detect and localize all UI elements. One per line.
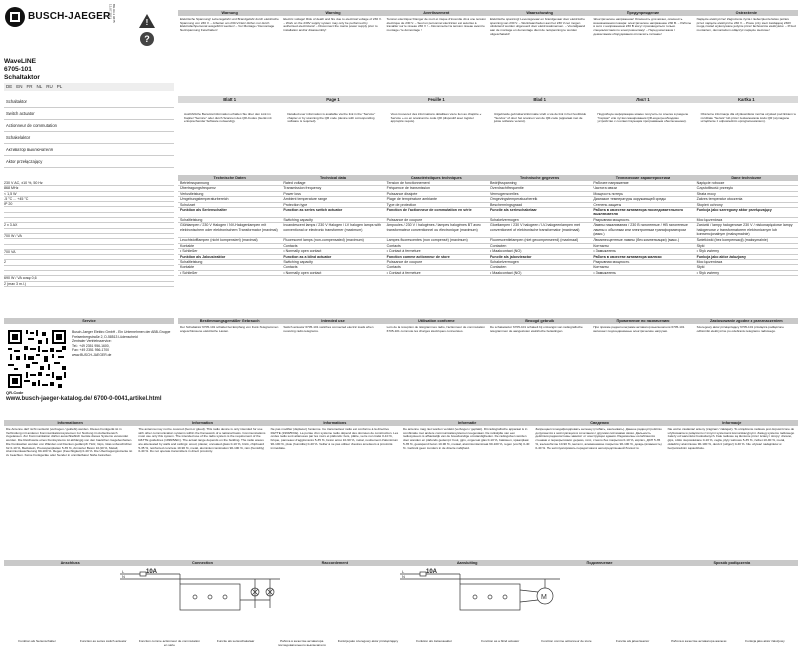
info-text-nl: De antenne mag niet worden verdekt (verbogen / geplakt). Dit radiografische apparaat is in combinatie met andere communicatiesystemen toegestaan. De reikwijdte van een radiosysteem is afhankelijk van de bouwkundige omstandigheden. De radiogolven worden door wanden en plafonds gedempt: hout, gips, ongecoat glas 0-10 %, baksteen, spaanplaat 5-35 %, gewapend beton 10-90 %, metaal, aluminiumlaminaat 90-100 %, regen (vocht) 0-40 %. Gebruik geen zenders in de directe nabijheid. [402, 428, 530, 450]
qr-code-icon [6, 328, 68, 390]
spec-value: 700 VA [4, 250, 174, 255]
svg-text:N: N [402, 574, 405, 579]
spec-value: IP 20 [4, 202, 174, 207]
info-header-en: Information [136, 420, 268, 426]
tech-cell: Работа в качестве активатора жалюзи [593, 254, 662, 259]
tech-cell: Tension de fonctionnement [386, 181, 430, 185]
tech-cell: Fonction comme actionneur de store [386, 254, 450, 259]
tech-cell: Контакты [593, 243, 609, 248]
warning-header-ru: Предупреждение [591, 10, 694, 16]
connection-section [4, 560, 798, 566]
conn-label-7: Function as a blind actuator [481, 640, 520, 643]
intended-header-pl: Zastosowanie zgodne z przeznaczeniem [695, 318, 798, 324]
tech-cell: Schutzart [180, 202, 196, 207]
spec-value: 2 (max 3 m.l.) [4, 282, 174, 287]
technical-data-section [178, 175, 798, 276]
sheet-header-de: Blatt 1 [178, 96, 281, 103]
warning-text-de: Elektrische Spannung! Lebensgefahr und Brandgefahr durch elektrische Spannung von 230 V. – Arbeiten am 230-V-Netz dürfen nur durch Elektrofachpersonal ausgeführt werden! – Vor Montage / Demontage Netzspannung freischalten! [180, 18, 279, 33]
tech-cell: • Maakcontact (NO) [489, 249, 522, 254]
sheet-text-de: Ausführliche Benutzerinformation erhalten Sie über den Link im Kapitel "Service" oder durch Scannen des QR-Codes (Gerät mit entsprechender Software notwendig). [184, 113, 272, 124]
info-header-de: Informationen [4, 420, 136, 426]
conn-label-1: Function as series switch actuator [79, 640, 127, 643]
product-names-list [4, 96, 174, 168]
conn-header-en: Connection [136, 560, 268, 566]
warning-text-en: Electric voltage! Risk of death and fire due to electrical voltage of 230 V. – Work on the 230V supply system may only be performed by authorised electricians! – Disconnect the mains power supply prior to installation and/or disassembly! [283, 18, 382, 33]
intended-text-fr: Lors de la réception de télégrammes radio, l'actionneur de commutation 6705-101 commute les charges électriques connectées. [386, 326, 485, 333]
tech-cell: Umgebungstemperaturbereich [180, 197, 229, 202]
warning-header-de: Warnung [178, 10, 281, 16]
product-name-fr: Actionneur de commutation [4, 120, 174, 132]
warning-header-pl: Ostrzeżenie [695, 10, 798, 16]
tech-cell: Functie als jaloezieactor [489, 254, 532, 259]
tech-cell: Контакты [593, 265, 609, 270]
warning-text-nl: Elektrische spanning! Levensgevaar en brandgevaar door elektrische spanning van 230 V. – Werkzaamheden aan het 230 V-net mogen uitsluitend worden uitgevoerd door elektrovakmensen. – Voorafgaand aan de montage en demontage dient de netspanning te worden uitgeschakeld! [489, 18, 586, 36]
tech-cell: • Contact à fermeture [386, 249, 421, 254]
info-text-ru: Запрещается модифицировать антенну (сгибать, заклеивать). Данное радиоустройство допускается к эксплуатации в сочетании с другими системами связи. Дальность действия радиосистемы зависит от конструкции здания. Радиоволны ослабляются стенами и перекрытиями: дерево, гипс, стекло без покрытия 0-10 %, кирпич, ДСП 5-35 %, железобетон 10-90 %, металл, алюминиевое покрытие 90-100 %, дождь (влажность) 0-40 %. Не эксплуатировать передатчики в непосредственной близости. [535, 428, 662, 450]
spec-value: -5 °C ... +45 °C [4, 197, 174, 202]
tech-cell: Plage de température ambiante [386, 197, 438, 202]
product-name-en: Switch actuator [4, 108, 174, 120]
lang-ru: RU [46, 84, 53, 89]
tech-cell: Switching capacity [283, 259, 313, 264]
tech-cell: Funkcja jako szeregowy aktor przełączający [696, 207, 772, 212]
sheet-header-fr: Feuille 1 [385, 96, 488, 103]
service-address: Busch-Jaeger Elektro GmbH - Ein Unternehmen der ABB-Gruppe Freisenbergstraße 2, D-58513 Lüdenscheid Zentraler Vertriebsservice: Tel.: +49 2351 956-1600, Fax: +49 2351 956-1700 www.BUSCH-JAEGER.de [72, 330, 174, 358]
product-name-nl: Schakelaktor [4, 132, 174, 144]
info-text-de: Die Antenne darf nicht verdeckt (verbogen / geklebt) werden. Dieses Funkgerät ist in Verbindung mit anderen Kommunikationssystemen zur Nutzung im Außenbereich zugelassen. Zur Kommunikation dürfen ausschließlich Geräte dieses Systems verwendet werden. Die Reichweite eines Funksystems ist abhängig von den baulichen Gegebenheiten. Die Funkwellen werden von Wänden und Decken gedämpft: Holz, Gips, Glas unbeschichtet für 0-10 %, Backstein, Pressspanplatten 5-35 %, Armierter Beton 10-90 %, Metall, Aluminiumkaschierung 90-100 %. Regen (Feuchtigkeit) 0-40 %. Die Übertragungsstrecke ist zu beachten. Keine Funkgeräte oder Sender in unmittelbarer Nähe betreiben. [6, 428, 133, 457]
tech-cell: • Schließer [180, 270, 198, 275]
info-header-nl: Informatie [401, 420, 533, 426]
wiring-diagram-blind-icon [400, 570, 570, 612]
tech-header-nl: Technische gegevens [488, 175, 591, 181]
spec-value: 700 W / VA [4, 234, 174, 239]
conn-label-10: Работа в качестве активатора жалюзи [671, 640, 727, 643]
conn-header-fr: Raccordement [269, 560, 401, 566]
intended-text-pl: Szeregowy aktor przełączający 6705-101 przełącza podłączone odbiorniki elektryczne po odebraniu telegramu radiowego. [696, 326, 785, 333]
tech-row [178, 223, 798, 238]
conn-label-3: Functie als serieschakelaar [216, 640, 255, 643]
warning-header-nl: Waarschuwing [488, 10, 591, 16]
intended-header-de: Bestimmungsgemäßer Gebrauch [178, 318, 281, 324]
spec-value: 230 V AC, ±10 %, 50 Hz [4, 181, 174, 186]
tech-cell: Vermogensverlies [489, 191, 519, 196]
tech-row [178, 208, 798, 218]
lang-nl: NL [36, 84, 43, 89]
qr-code [6, 328, 68, 390]
tech-cell: Люминесцентные лампы (без компенсации) (макс.) [593, 238, 680, 243]
tech-cell: Funkcja jako aktor żaluzjowy [696, 254, 746, 259]
conn-header-pl: Sposób podłączenia [666, 560, 798, 566]
tech-cell: • Замыкатель [593, 249, 616, 254]
intended-header-nl: Beoogd gebruik [488, 318, 591, 324]
tech-cell: • Normally open contact [283, 270, 322, 275]
tech-header-de: Technische Daten [178, 175, 281, 181]
warning-text-fr: Tension électrique! Danger de mort et risque d'incendie dû à une tension électrique de 230 V. – Seul un personnel électricien est autorisé à travailler sur le réseau 230 V ! – Déconnecter la tension réseau avant le montage / le démontage ! [386, 18, 486, 33]
spec-value: 868 MHz [4, 186, 174, 191]
svg-text:L: L [122, 570, 125, 574]
intended-header-ru: Применение по назначению [591, 318, 694, 324]
product-name: WaveLINE [4, 58, 36, 65]
conn-label-6: Funktion als Jalousieaktor [416, 640, 452, 643]
tech-cell: • Styk zwierny [696, 249, 720, 254]
tech-cell: Leuchtstofflampen (nicht kompensiert) (maximal) [180, 238, 258, 243]
service-website-link[interactable]: www.BUSCH-JAEGER.de [72, 352, 112, 357]
tech-cell: Betriebsspannung [180, 181, 209, 185]
tech-cell: Contacts [386, 243, 401, 248]
intended-text-en: Switch actuator 6705-101 switches connected electric loads when receiving radio telegrams. [283, 326, 374, 333]
spec-value: < 1,5 W [4, 192, 174, 197]
svg-text:L: L [402, 570, 405, 574]
tech-cell: Styki [696, 243, 705, 248]
catalog-link[interactable]: www.busch-jaeger-katalog.de/ 6700-0-0041,artikel.html [6, 396, 162, 402]
tech-cell: • Contact à fermeture [386, 270, 421, 275]
information-section [4, 420, 798, 556]
conn-label-8: Fonction comme actionneur de store [541, 640, 592, 643]
tech-cell: Beschermingsgraad [489, 202, 522, 207]
tech-cell: Function as a blind actuator [283, 254, 332, 259]
tech-cell: Kontakte [180, 265, 195, 270]
warning-text-ru: Электрическое напряжение! Опасность для жизни, опасность возникновения пожара: электрическое напряжение 230 В. – Работы в сети с напряжением 230 В могут производиться только специалистами по электромонтажу! – Перед монтажом / демонтажем оборудования отключить питание! [593, 18, 692, 36]
tech-cell: • Schließer [180, 249, 198, 254]
wiring-diagram-blind [400, 570, 570, 612]
tech-cell: Function as series switch actuator [283, 207, 343, 212]
fuse-label-series: 10A [146, 569, 158, 575]
product-number: 6705-101 [4, 66, 32, 73]
sheet-header-pl: Kartka 1 [695, 96, 798, 103]
sheet-header-nl: Blad 1 [488, 96, 591, 103]
product-name-pl: Aktor przełączający [4, 156, 174, 168]
tech-cell: Zakres temperatur otoczenia [696, 197, 743, 202]
wiring-diagram-series [120, 570, 290, 612]
tech-cell: Type de protection [386, 202, 417, 207]
tech-cell: Übertragungsfrequenz [180, 186, 216, 191]
tech-cell: Verlustleistung [180, 191, 204, 196]
sheet-text-en: Detailed user information is available via the link in the "Service" chapter or by scanning the QR code (device with corresponding software is required). [287, 113, 376, 124]
tech-cell: Contacten [489, 243, 507, 248]
doc-code: BG 93-1 9675 13.07.2013 [108, 4, 116, 23]
tech-cell: • Styk zwierny [696, 270, 720, 275]
conn-header-ru: Подключение [533, 560, 665, 566]
warning-triangle-icon [139, 14, 155, 28]
intended-use-section [178, 318, 798, 348]
tech-cell: Разрывная мощность [593, 259, 630, 264]
tech-cell: Styki [696, 265, 705, 270]
sheet-section [178, 96, 798, 149]
connection-labels [4, 640, 798, 656]
tech-cell: Puissance de coupure [386, 259, 423, 264]
tech-cell: Ampoules / 230 V / halogènes / lampes halogènes BT avec transformateur conventionnel ou électronique (maximum) [386, 223, 481, 232]
tech-cell: Napięcie robocze [696, 181, 725, 185]
conn-label-0: Funktion als Serienschalter [18, 640, 56, 643]
tech-cell: Schaltleistung [180, 217, 203, 222]
svg-text:M: M [541, 594, 547, 601]
tech-cell: Rated voltage [283, 181, 306, 185]
warning-text-pl: Napięcie elektryczne! Zagrożenie życia i niebezpieczeństwo pożaru przez napięcie elektryczne 230 V. – Prace przy sieci zasilającej 230V mogą zostać wykonywane jedynie przez fachowców elektryków. – Przed montażem, demontażem odłączyć napięcie sieciowe! [696, 18, 796, 33]
info-text-fr: Ne pas modifier (déplacer) l'antenne. Ce transmetteur radio est conforme à la directive R&TTE (1999/5/CE). La portée d'un système radio dépend des données de construction. Les ondes radio sont atténuées par les murs et plafonds: bois, plâtre, verre non traité 0-10 %, brique, panneaux d'agglomérés 5-35 %, béton armé 10-90 %, métal, revêtement d'aluminium 90-100 %, pluie (humidité) 0-40 %. Veiller à ne pas utiliser d'autres émetteurs à proximité immédiate. [270, 428, 399, 450]
tech-cell: Диапазон температуры окружающей среды [593, 197, 666, 202]
brand-name: BUSCH-JAEGER [28, 11, 111, 22]
conn-label-4: Работа в качестве активатора последовательного выключателя [277, 640, 326, 647]
tech-header-en: Technical data [281, 175, 384, 181]
sheet-header-ru: Лист 1 [591, 96, 694, 103]
spec-value: 2 x 3 AX [4, 223, 174, 228]
tech-cell: Częstotliwość przesyłu [696, 186, 733, 191]
lang-en: EN [16, 84, 23, 89]
language-bar [4, 83, 174, 91]
tech-cell: Puissance dissipée [386, 191, 418, 196]
lang-de: DE [6, 84, 13, 89]
tech-cell: Fréquence de transmission [386, 186, 431, 191]
tech-cell: Overdrachtfrequentie [489, 186, 524, 191]
tech-header-pl: Dane techniczne [695, 175, 798, 181]
brand-logo-icon [4, 6, 26, 28]
brand-logo [4, 6, 26, 28]
intended-header-en: Intended use [281, 318, 384, 324]
product-type: Schaltaktor [4, 74, 40, 81]
lang-fr: FR [26, 84, 33, 89]
tech-cell: Strata mocy [696, 191, 716, 196]
conn-label-5: Funkcja jako szeregowy aktor przełączający [337, 640, 399, 643]
conn-label-11: Funkcja jako aktor żaluzjowy [745, 640, 785, 643]
tech-cell: Fluorescentielampen (niet gecompenseerd) (maximaal) [489, 238, 579, 243]
tech-cell: Работа в качестве активатора последовательного выключателя [593, 207, 684, 217]
tech-cell: Moc łączeniowa [696, 217, 723, 222]
wiring-diagram-series-icon [120, 570, 290, 612]
lang-pl: PL [56, 84, 63, 89]
tech-cell: Contacts [386, 265, 401, 270]
conn-header-nl: Aansluiting [401, 560, 533, 566]
intended-text-nl: De schakelactor 6705-101 schakelt bij ontvangst van radiografische telegrammen de aangesloten elektrische belastingen. [489, 326, 583, 333]
tech-cell: Transmission frequency [283, 186, 322, 191]
tech-cell: Protection type [283, 202, 308, 207]
tech-cell: Лампы накаливания / 230 В галогенные / НВ галогенные лампы с обычным или электронным трансформатором (макс.) [593, 223, 688, 236]
intended-text-ru: При приёме радиотелеграмм активатор выключателя 6705-101 включает подсоединённые электрические нагрузки. [593, 326, 685, 333]
tech-cell: Kontakte [180, 243, 195, 248]
info-text-en: The antenna may not be covered (bent or glued). This radio device is only intended for use with other communication systems within the framework of a national basis. Communications must use only this system. The intended use of the radio system is the requirement of the R&TTE guidelines (1999/5/EC). The actual range depends on the building. The radio waves are attenuated by walls and ceilings: wood, plaster, uncoated glass 0-10 %, brick, chipboard 5-35 %, reinforced concrete 10-90 %, metal, aluminium lamination 90-100 %, rain (humidity) 0-40 %. Do not operate transmitters in direct proximity. [138, 428, 266, 454]
tech-cell: Частота связи [593, 186, 617, 191]
tech-cell: Contacts [283, 243, 298, 248]
spec-value: 2 [4, 260, 174, 265]
service-header: Service [4, 318, 174, 324]
qr-code-label: QR-Code [6, 390, 24, 395]
info-header-pl: Informacje [666, 420, 798, 426]
intended-header-fr: Utilisation conforme [385, 318, 488, 324]
spec-values-column [4, 175, 174, 287]
tech-row [178, 271, 798, 276]
tech-cell: Разрывная мощность [593, 217, 630, 222]
tech-header-fr: Caractéristiques techniques [385, 175, 488, 181]
fuse-label-blind: 10A [426, 569, 438, 575]
tech-cell: Puissance de coupure [386, 217, 423, 222]
info-book-icon: ? [140, 32, 154, 46]
conn-header-de: Anschluss [4, 560, 136, 566]
tech-cell: Schakelvermogen [489, 259, 519, 264]
tech-cell: Functie als serieschakelaar [489, 207, 537, 212]
tech-cell: Glühlampen / 230 V Halogen / NV-Halogenlampen mit elektronischem oder elektronischem Transformator (maximal) [180, 223, 278, 232]
tech-cell: Funktion als Serienschalter [180, 207, 227, 212]
tech-cell: Switching capacity [283, 217, 313, 222]
tech-cell: Fluorescent lamps (non-compensated) (maximum) [283, 238, 364, 243]
tech-cell: Contacten [489, 265, 507, 270]
svg-text:N: N [122, 574, 125, 579]
tech-cell: Żarówki / lampy halogenowe 230 V / niskonapięciowe lampy halogenowe z transformatorem elektronicznym lub konwencjonalnym (maksymalnie) [696, 223, 793, 236]
tech-cell: Gloeilampen / 230 V halogeen / LV-halogeenlampen met conventioneel of elektronische transformator (maximaal) [489, 223, 581, 232]
sheet-text-fr: Vous trouverez des informations détaillées via le lien au chapitre « Service » ou en scannant le code QR (dispositif avec logiciel approprié requis). [390, 113, 482, 124]
intended-text-de: Der Schaltaktor 6705-101 schaltet bei Empfang von Funk-Telegrammen angeschlossene elektrische Lasten. [180, 326, 279, 333]
sheet-text-pl: Obszerne informacje dla użytkowników można uzyskać pod linkiem w rozdziale "Serwis" lub przez zeskanowanie kodu QR (wymagane urządzenie z odpowiednim oprogramowaniem). [700, 113, 796, 124]
service-section [4, 318, 174, 324]
tech-cell: Bedrijfsspanning [489, 181, 517, 185]
tech-cell: Incandescent lamps / 230 V Halogen / LV halogen lamps with conventional or electronic transformer (maximum) [283, 223, 381, 232]
info-text-pl: Nie wolno zasłaniać anteny (zaginać / zaklejać). To urządzenie radiowe jest dopuszczone do użytkowania w połączeniu z innymi systemami komunikacyjnymi. Zasięg systemu radiowego zależy od warunków budowlanych. Fale radiowe są tłumione przez ściany i stropy: drewno, gips, szkło niepowlekane 0-10 %, cegła, płyty wiórowe 5-35 %, żelbet 10-90 %, metal, okładziny aluminiowe 90-100 %, deszcz (wilgoć) 0-40 %. Nie używać nadajników w bezpośrednim sąsiedztwie. [667, 428, 795, 450]
spec-value: 690 W / VA cosφ 0,6 [4, 276, 174, 281]
tech-cell: Power loss [283, 191, 301, 196]
conn-label-9: Functie als jaloezieactor [616, 640, 650, 643]
product-name-ru: Активатор выключателя [4, 144, 174, 156]
sheet-header-en: Page 1 [281, 96, 384, 103]
warning-header-fr: Avertissement [385, 10, 488, 16]
tech-cell: • Замыкатель [593, 270, 616, 275]
tech-cell: Funktion als Jalousieaktor [180, 254, 226, 259]
tech-cell: Мощность потерь [593, 191, 623, 196]
info-header-ru: Сведения [533, 420, 665, 426]
tech-cell: • Normally open contact [283, 249, 322, 254]
tech-cell: • Maakcontact (NO) [489, 270, 522, 275]
tech-cell: Рабочее напряжение [593, 181, 629, 185]
tech-cell: Schakelvermogen [489, 217, 519, 222]
tech-cell: Ambient temperature range [283, 197, 328, 202]
warning-header-en: Warning [281, 10, 384, 16]
warnings-section [178, 10, 798, 52]
tech-header-ru: Технические характеристики [591, 175, 694, 181]
conn-label-2: Fonction comme actionneur de commutation en série [138, 640, 200, 647]
tech-cell: Contacts [283, 265, 298, 270]
tech-cell: Stopień ochrony [696, 202, 723, 207]
tech-cell: Schaltleistung [180, 259, 203, 264]
sheet-text-ru: Подробную информацию можно получить по ссылке в разделе "Сервис" или путём сканирования QR-кода (необходимо устройство с соответствующим программным обеспечением). [597, 113, 689, 124]
tech-cell: Степень защиты [593, 202, 622, 207]
tech-cell: Lampes fluorescentes (non compensé) (maximum) [386, 238, 468, 243]
tech-cell: Omgevingstemperatuurbereik [489, 197, 538, 202]
tech-cell: Świetlówki (bez kompensacji) (maksymalnie) [696, 238, 768, 243]
tech-cell: Moc łączeniowa [696, 259, 723, 264]
tech-cell: Fonction de l'actionneur de commutation en série [386, 207, 472, 212]
sheet-text-nl: Uitgebreide gebruikersinformatie vindt u via de link in het hoofdstuk "Service" of door het scannen van de QR-code (apparaat met de juiste software vereist). [493, 113, 586, 124]
product-name-de: Schaltaktor [4, 96, 174, 108]
info-header-fr: Informations [269, 420, 401, 426]
